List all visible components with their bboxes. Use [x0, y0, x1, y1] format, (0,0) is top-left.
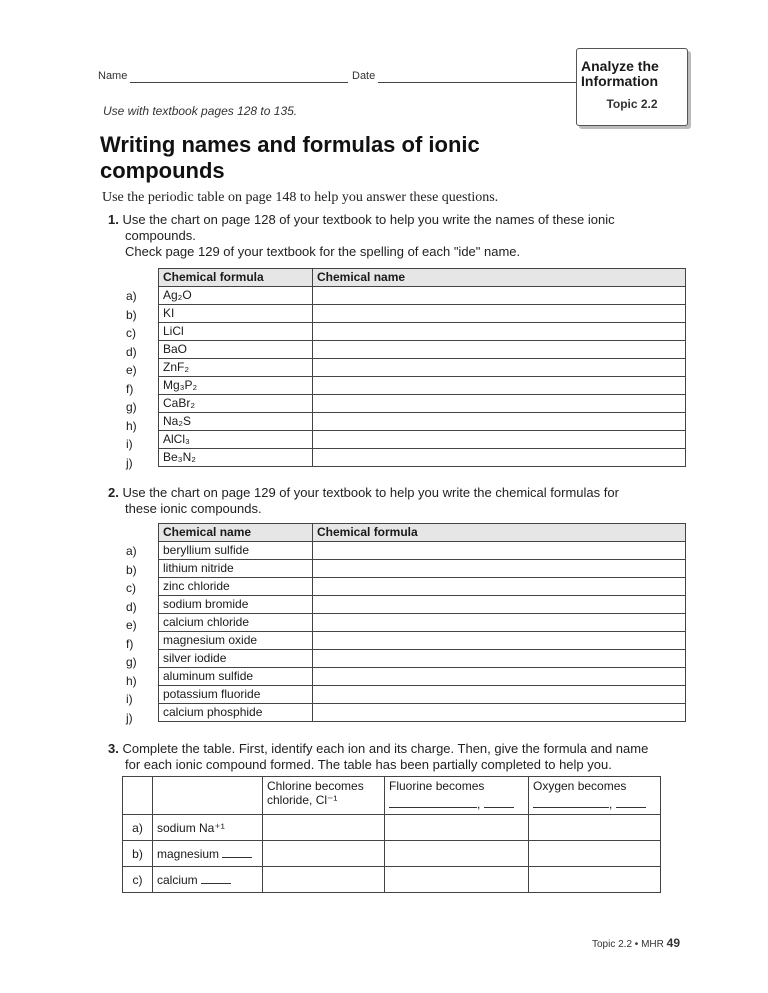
row-letter: b) [126, 307, 137, 322]
answer-formula-cell[interactable] [313, 542, 686, 560]
row-letter: f) [126, 636, 134, 651]
answer-name-cell[interactable] [313, 287, 686, 305]
fluoride-answer-cell[interactable] [385, 815, 529, 841]
row-letter: g) [126, 655, 137, 669]
fluorine-ion-blank[interactable] [389, 807, 477, 808]
table-row [159, 668, 686, 686]
question-3: 3. Complete the table. First, identify each ion and its charge. Then, give the formula and name for each ionic compound formed. The table has been partially completed to help you. [108, 741, 649, 772]
formula-cell: ZnF₂ [159, 359, 313, 377]
row-letter: i) [126, 692, 133, 706]
compound-name-cell: lithium nitride [159, 560, 313, 578]
table-row [159, 542, 686, 560]
chloride-answer-cell[interactable] [263, 815, 385, 841]
ion-cell [153, 815, 263, 841]
answer-formula-cell[interactable] [313, 668, 686, 686]
formula-cell: KI [159, 305, 313, 323]
answer-name-cell[interactable] [313, 341, 686, 359]
table-row [123, 867, 661, 893]
q1-header-name: Chemical name [313, 269, 686, 287]
ion-label: magnesium [157, 846, 220, 861]
row-letter: f) [126, 381, 134, 396]
row-letter: b) [123, 841, 153, 867]
ion-cell [153, 841, 263, 867]
table-row [159, 359, 686, 377]
date-line[interactable] [378, 82, 576, 83]
row-letter: a) [126, 544, 137, 558]
row-letter: h) [126, 418, 137, 433]
answer-formula-cell[interactable] [313, 596, 686, 614]
oxide-answer-cell[interactable] [529, 815, 661, 841]
table-row [159, 287, 686, 305]
table-row [159, 614, 686, 632]
q2-header-formula: Chemical formula [313, 524, 686, 542]
row-letter: j) [126, 455, 133, 470]
compound-name-cell: sodium bromide [159, 596, 313, 614]
chloride-answer-cell[interactable] [263, 841, 385, 867]
table-row [159, 704, 686, 722]
table-row [123, 841, 661, 867]
formula-cell: Na₂S [159, 413, 313, 431]
oxide-answer-cell[interactable] [529, 841, 661, 867]
row-letter: h) [126, 673, 137, 688]
charge-blank[interactable] [222, 857, 252, 858]
answer-name-cell[interactable] [313, 413, 686, 431]
row-letter: a) [123, 815, 153, 841]
q2-row-letters [126, 542, 137, 727]
q3-table [122, 776, 661, 893]
row-letter: c) [126, 326, 136, 340]
table-row [159, 560, 686, 578]
ion-label: sodium Na⁺¹ [157, 820, 225, 835]
table-row [159, 431, 686, 449]
q3-header-oxygen: Oxygen becomes , [529, 777, 661, 815]
q2-header-name: Chemical name [159, 524, 313, 542]
table-row [159, 578, 686, 596]
charge-blank[interactable] [201, 883, 231, 884]
table-row [159, 377, 686, 395]
row-letter: e) [126, 363, 137, 377]
q2-table [158, 523, 686, 722]
q3-header-chlorine: Chlorine becomes chloride, Cl⁻¹ [263, 777, 385, 815]
answer-formula-cell[interactable] [313, 560, 686, 578]
answer-name-cell[interactable] [313, 359, 686, 377]
intro-text: Use the periodic table on page 148 to help you answer these questions. [102, 190, 499, 205]
row-letter: d) [126, 344, 137, 359]
compound-name-cell: aluminum sulfide [159, 668, 313, 686]
q3-header-letter [123, 777, 153, 815]
table-row [123, 815, 661, 841]
chloride-answer-cell[interactable] [263, 867, 385, 893]
answer-name-cell[interactable] [313, 449, 686, 467]
row-letter: c) [126, 581, 136, 595]
ion-label: calcium [157, 872, 198, 887]
oxide-answer-cell[interactable] [529, 867, 661, 893]
formula-cell: CaBr₂ [159, 395, 313, 413]
topic-badge [576, 48, 688, 126]
oxygen-charge-blank[interactable] [616, 807, 646, 808]
formula-cell: Ag₂O [159, 287, 313, 305]
compound-name-cell: calcium chloride [159, 614, 313, 632]
table-row [159, 395, 686, 413]
row-letter: g) [126, 400, 137, 414]
table-row [159, 305, 686, 323]
name-label: Name [98, 70, 128, 82]
badge-title: Analyze the Information [581, 58, 659, 89]
row-letter: b) [126, 562, 137, 577]
q1-row-letters [126, 287, 137, 472]
answer-formula-cell[interactable] [313, 578, 686, 596]
table-row [159, 413, 686, 431]
answer-formula-cell[interactable] [313, 686, 686, 704]
row-letter: j) [126, 710, 133, 725]
answer-name-cell[interactable] [313, 323, 686, 341]
table-row [159, 686, 686, 704]
question-1: 1. Use the chart on page 128 of your textbook to help you write the names of these ionic compounds. Check page 129 of your textbook for the spelling of each "ide" name. [108, 212, 615, 259]
name-line[interactable] [130, 82, 348, 83]
formula-cell: LiCl [159, 323, 313, 341]
row-letter: a) [126, 289, 137, 303]
table-row [159, 323, 686, 341]
table-row [159, 632, 686, 650]
fluoride-answer-cell[interactable] [385, 841, 529, 867]
formula-cell: Be₃N₂ [159, 449, 313, 467]
answer-name-cell[interactable] [313, 305, 686, 323]
formula-cell: BaO [159, 341, 313, 359]
row-letter: d) [126, 599, 137, 614]
row-letter: c) [123, 867, 153, 893]
badge-topic: Topic 2.2 [606, 97, 658, 111]
compound-name-cell: calcium phosphide [159, 704, 313, 722]
compound-name-cell: potassium fluoride [159, 686, 313, 704]
fluoride-answer-cell[interactable] [385, 867, 529, 893]
formula-cell: AlCl₃ [159, 431, 313, 449]
q1-table [158, 268, 686, 467]
answer-formula-cell[interactable] [313, 614, 686, 632]
table-row [159, 650, 686, 668]
answer-name-cell[interactable] [313, 395, 686, 413]
row-letter: i) [126, 437, 133, 451]
oxygen-ion-blank[interactable] [533, 807, 609, 808]
footer: Topic 2.2 • MHR 49 [592, 936, 680, 950]
row-letter: e) [126, 618, 137, 632]
compound-name-cell: silver iodide [159, 650, 313, 668]
answer-formula-cell[interactable] [313, 632, 686, 650]
answer-formula-cell[interactable] [313, 704, 686, 722]
answer-name-cell[interactable] [313, 377, 686, 395]
formula-cell: Mg₃P₂ [159, 377, 313, 395]
q3-header-ion [153, 777, 263, 815]
table-row [159, 341, 686, 359]
answer-name-cell[interactable] [313, 431, 686, 449]
textbook-pages-note: Use with textbook pages 128 to 135. [103, 104, 298, 118]
question-2: 2. Use the chart on page 129 of your textbook to help you write the chemical formulas for these ionic compounds. [108, 485, 619, 516]
q1-header-formula: Chemical formula [159, 269, 313, 287]
compound-name-cell: magnesium oxide [159, 632, 313, 650]
ion-cell [153, 867, 263, 893]
compound-name-cell: zinc chloride [159, 578, 313, 596]
compound-name-cell: beryllium sulfide [159, 542, 313, 560]
page-number: 49 [666, 936, 680, 950]
table-row [159, 449, 686, 467]
date-label: Date [352, 70, 376, 82]
q3-header-fluorine: Fluorine becomes , [385, 777, 529, 815]
answer-formula-cell[interactable] [313, 650, 686, 668]
table-row [159, 596, 686, 614]
fluorine-charge-blank[interactable] [484, 807, 514, 808]
page-title: Writing names and formulas of ionic compounds [100, 132, 480, 183]
